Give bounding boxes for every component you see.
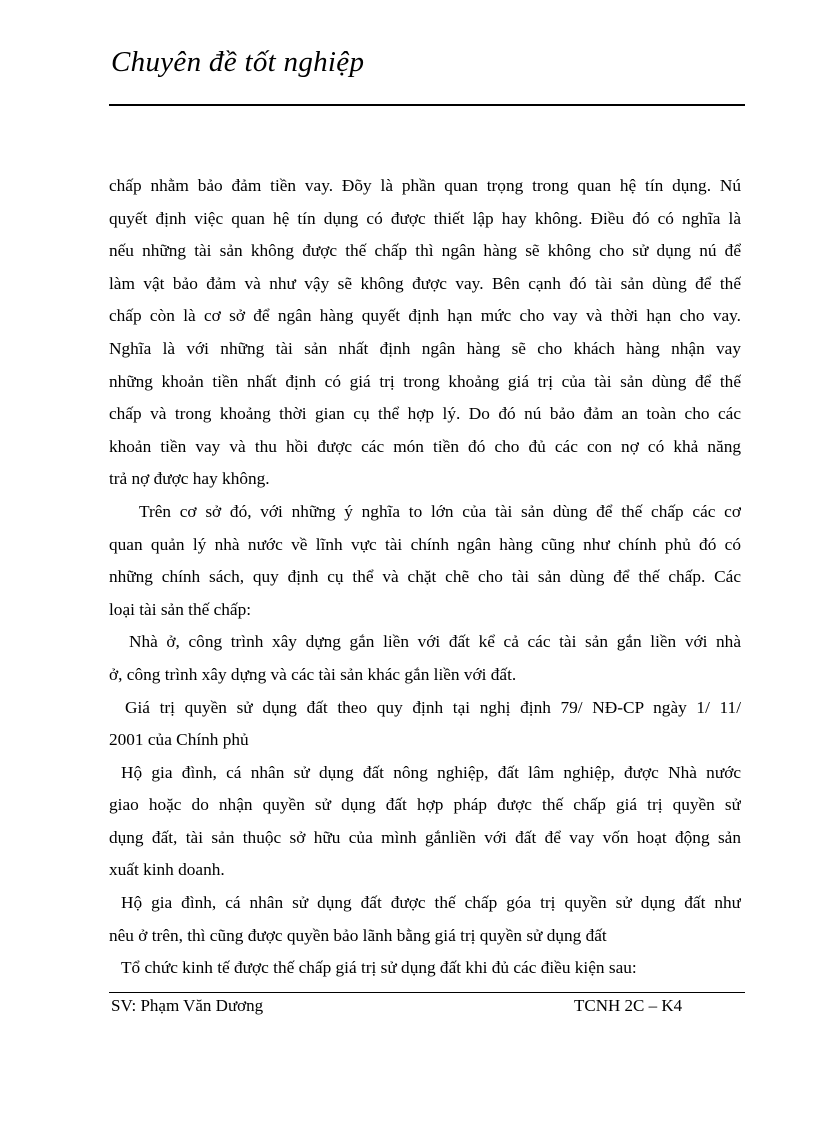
text-line: trả nợ được hay không. xyxy=(109,469,270,489)
text-line: xuất kinh doanh. xyxy=(109,860,225,880)
footer-class-code: TCNH 2C – K4 xyxy=(574,996,683,1015)
text-line: giao hoặc do nhận quyền sử dụng đất hợp pháp được thế chấp giá trị quyền sử xyxy=(109,795,741,815)
body-text xyxy=(109,170,741,985)
footer-student-name: SV: Phạm Văn Dương xyxy=(111,996,264,1015)
text-line: Nhà ở, công trình xây dựng gắn liền với đất kể cả các tài sản gắn liền với nhà xyxy=(129,632,741,652)
footer-divider xyxy=(109,992,745,993)
text-line: quyết định việc quan hệ tín dụng có được thiết lập hay không. Điều đó có nghĩa là xyxy=(109,208,741,228)
text-line: chấp nhằm bảo đảm tiền vay. Đõy là phần quan trọng trong quan hệ tín dụng. Nú xyxy=(109,176,741,195)
text-line: ở, công trình xây dựng và các tài sản khác gắn liền với đất. xyxy=(109,664,517,684)
text-line: làm vật bảo đảm và như vậy sẽ không được vay. Bên cạnh đó tài sản dùng để thế xyxy=(109,273,741,293)
text-line: nêu ở trên, thì cũng được quyền bảo lãnh bằng giá trị quyền sử dụng đất xyxy=(109,925,607,945)
text-line: 2001 của Chính phủ xyxy=(109,730,249,750)
text-line: khoản tiền vay và thu hồi được các món tiền đó cho đủ các con nợ có khả năng xyxy=(109,436,741,456)
header-divider xyxy=(109,104,745,106)
text-line: loại tài sản thế chấp: xyxy=(109,599,252,619)
text-line: Tổ chức kinh tế được thế chấp giá trị sử dụng đất khi đủ các điều kiện sau: xyxy=(121,958,637,978)
text-line: chấp còn là cơ sở để ngân hàng quyết định hạn mức cho vay và thời hạn cho vay. xyxy=(109,306,741,326)
text-line: Nghĩa là với những tài sản nhất định ngân hàng sẽ cho khách hàng nhận vay xyxy=(109,338,741,358)
text-line: nếu những tài sản không được thế chấp thì ngân hàng sẽ không cho sử dụng nú để xyxy=(109,241,741,261)
text-line: Giá trị quyền sử dụng đất theo quy định tại nghị định 79/ NĐ-CP ngày 1/ 11/ xyxy=(125,697,741,717)
text-line: dụng đất, tài sản thuộc sở hữu của mình gắnliền với đất để vay vốn hoạt động sản xyxy=(109,827,741,847)
text-line: Hộ gia đình, cá nhân sử dụng đất nông nghiệp, đất lâm nghiệp, được Nhà nước xyxy=(121,762,741,782)
text-line: Hộ gia đình, cá nhân sử dụng đất được thế chấp góa trị quyền sử dụng đất như xyxy=(121,893,741,913)
document-title: Chuyên đề tốt nghiệp xyxy=(111,46,365,78)
text-line: chấp và trong khoảng thời gian cụ thể hợp lý. Do đó nú bảo đảm an toàn cho các xyxy=(109,404,741,424)
text-line: quan quản lý nhà nước về lĩnh vực tài chính ngân hàng cũng như chính phủ đó có xyxy=(109,534,741,554)
text-line: những chính sách, quy định cụ thể và chặt chẽ cho tài sản dùng để thế chấp. Các xyxy=(109,567,741,587)
text-line: những khoản tiền nhất định có giá trị trong khoảng giá trị của tài sản dùng để thế xyxy=(109,371,741,391)
text-line: Trên cơ sở đó, với những ý nghĩa to lớn của tài sản dùng để thế chấp các cơ xyxy=(139,501,741,521)
